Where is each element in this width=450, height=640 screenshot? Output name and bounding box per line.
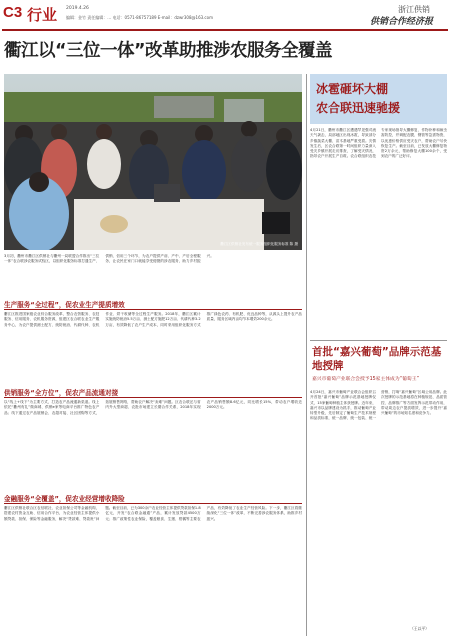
page-code: C3 xyxy=(3,4,23,21)
news-photo xyxy=(4,74,302,250)
article-section-production: 衢江区推进国家级农业综合服务改革，整合农资服务、农技服务、信用服务、农机服务资源，组建区农合联农业生产服务中心，为农户提供测土配方、统防统治、代耕代种、农机作业、烘干收储等全过程生产服务。2018年，衢江区累计实施统防统治5.5万亩、测土配方施肥12万亩、代耕代种3.2万亩，有效降低了农户生产成本，同时采用组织化服务方式推广绿色农药、有机肥、优良品种等，从源头上提升农产品质量，服务区域内亩均节本增效200余元。 xyxy=(4,312,302,327)
grape-subheadline: 嘉兴市葡萄产业联合会授予15家主体成为“葡萄王” xyxy=(312,377,420,382)
article-section-supply: 以“线上+线下”为主要方式，打造农产品流通新渠道。线上依托“衢州有礼”微商城、供销e家等电商平台推广特色农产品；线下通过农产品展销会、农超对接、社区团购等方式，拓展销售网络，帮助农户解决“卖难”问题。区农合联还与省内外大型商超、农批市场建立长期合作关系，2018年实现农产品销售额8.6亿元，同比增长15%，带动农户增收近2000万元。 xyxy=(4,400,302,415)
right-divider xyxy=(310,340,447,341)
photo-caption: 衢江区供销社发布统一服务组织化服务标准 陈 摄 xyxy=(220,242,298,246)
brand-logo: 供销合作经济报 xyxy=(370,17,434,27)
column-divider xyxy=(306,74,307,636)
section-title-supply: 供销服务“全方位”，促农产品流通对接 xyxy=(4,389,119,397)
header-rule xyxy=(2,29,448,31)
photo-illustration xyxy=(4,74,302,250)
article-intro: 3月初，衢州市衢江区供销社与衢州一局联盟合作推出“三位一体”农合联涉农服务试验区，以组织化服务标准打通生产、供销、信用三个环节，为农户提供产前、产中、产后全程服务，让农民在家门口就能享受便捷的涉农服务，助力乡村振兴。 xyxy=(4,254,214,264)
brand-top: 浙江供销 xyxy=(398,5,430,14)
section-title-finance: 金融服务“全覆盖”，促农业经营增收降险 xyxy=(4,495,125,503)
issue-date: 2019.4.26 xyxy=(66,6,89,11)
section-rule-finance xyxy=(4,503,302,504)
grape-article-body: 4月24日，嘉兴市葡萄产业联合会组织召开首批“嘉兴葡萄”品牌示范基地授牌仪式，15家葡萄种植主体获授牌。近年来，嘉兴市以品牌建设为抓手，推动葡萄产业转型升级，先后制定了葡萄生产技术规程和品质标准，统一品牌、统一包装、统一营销，打响“嘉兴葡萄”区域公用品牌。此次授牌的示范基地将在种植规范、品质管控、品牌推广等方面发挥示范带动作用，带动周边农户提质增效，进一步提升“嘉兴葡萄”的市场知名度和竞争力。 xyxy=(310,390,447,421)
main-headline: 衢江以“三位一体”改革助推涉农服务全覆盖 xyxy=(4,41,333,61)
grape-headline: 首批“嘉兴葡萄”品牌示范基地授牌 xyxy=(312,346,442,372)
article-section-finance: 衢江区供销社联合区农信联社、农业担保公司等金融机构，搭建农村资金互助、信用合作平台，为农业经营主体提供小额贷款、担保、保险等金融服务，解决“贷款难、贷款贵”问题。截至目前，已为300余户农业经营主体提供贷款担保1.8亿元，开发“农合联金融通”产品，累计发放贷款4500万元；推广政策性农业保险，覆盖粮食、生猪、柑橘等主要农产品，有效降低了农业生产经营风险。下一步，衢江区将继续深化“三位一体”改革，不断完善涉农服务体系，助推乡村振兴。 xyxy=(4,506,302,521)
section-rule-supply xyxy=(4,397,302,398)
editor-info: 编辑：金竹 责任编辑：… 电话：0571-86757189 E-mail：dzwr308@163.com xyxy=(66,15,213,20)
masthead xyxy=(0,0,450,30)
section-rule-production xyxy=(4,309,302,310)
section-title-production: 生产服务“全过程”，促农业生产提质增效 xyxy=(4,301,125,309)
article-author: （王以平） xyxy=(410,626,429,631)
section-name: 行业 xyxy=(27,6,58,24)
hail-headline-2: 农合联迅速驰援 xyxy=(316,101,401,115)
hail-article-body: 4月21日，衢州市衢江区遭遇罕见强对流天气袭击，局部地区出现冰雹，导致部分乡镇蔬菜大棚、苗木基地严重受损。灾情发生后，区农合联第一时间组织力量深入受灾乡镇开展走访排查，了解受灾情况，指导农户开展生产自救。农合联组织农技专家现场指导大棚修复、作物补种和病虫害防控，并调配农膜、钢管等急需物资，以优惠价格供应受灾农户，帮助农户尽快恢复生产。截至目前，已发放大棚修复物资2万余元，帮助修复大棚100余个，受到农户的广泛好评。 xyxy=(310,128,447,159)
hail-headline-1: 冰雹砸坏大棚 xyxy=(316,82,389,96)
